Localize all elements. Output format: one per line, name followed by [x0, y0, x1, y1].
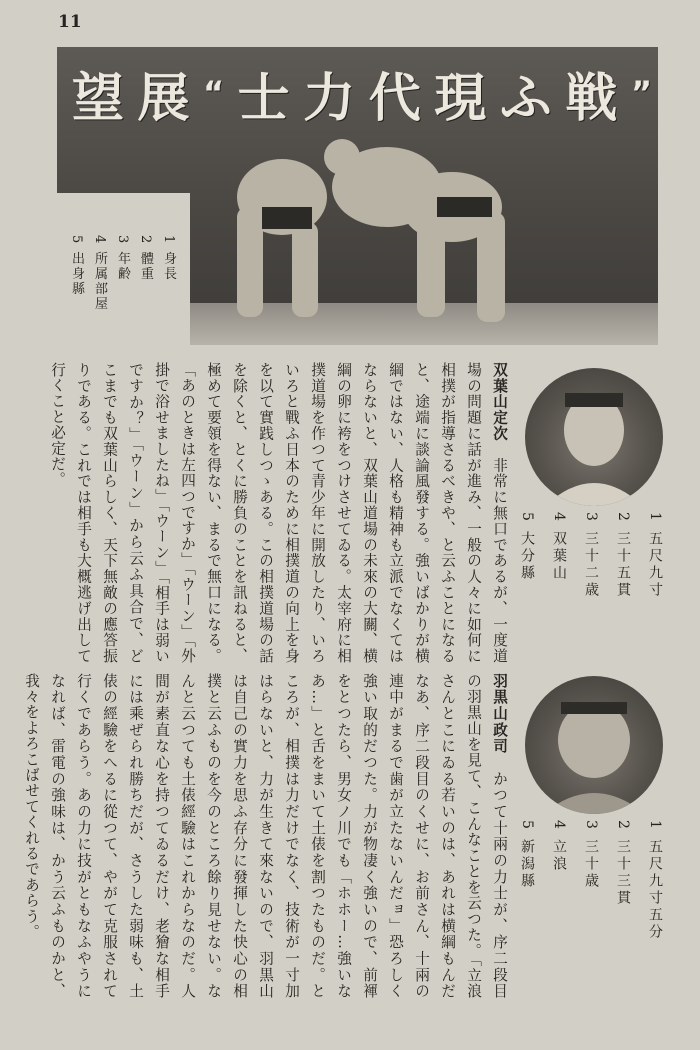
stat-item: 2 三十五貫: [615, 512, 631, 600]
legend-item: 4 所属部屋: [92, 235, 107, 312]
article-body: 非常に無口であるが、一度道場の問題に話が進み、一般の人々に如何に相撲が指導さるべきや、と云ふことになると、途端に談論風發する。強いばかりが横綱ではない、人格も精神も立派でなくてはならないと、双葉山道場の未來の大關、横綱の卵に袴をつけさせてゐる。太宰府に相撲道場を作つて青少年に開放したり、いろいろと戰ふ日本のために相撲道の向上を身を以て實践しつゝある。この相撲道場の話を除くと、とくに勝負のことを訊ねると、極めて要領を得ない、まるで無口になる。「あのときは左四つですか」「ウーン」「外掛で浴せましたね」「ウーン」「相手は弱いですか？」「ウーン」から云ふ具合で、どこまでも双葉山らしく、天下無敵の應答振りである。これでは相手も大概逃げ出して行くこと必定だ。: [49, 362, 508, 664]
stat-item: 3 三十二歳: [583, 512, 599, 600]
article-futabayama: [49, 362, 512, 664]
title-char: 現: [434, 68, 487, 129]
stat-item: 1 五尺九寸: [647, 512, 663, 600]
stat-legend: [67, 235, 178, 335]
stats-haguroyama: [505, 820, 665, 960]
title-char: 力: [303, 68, 356, 129]
title-quote-open: ”: [630, 74, 652, 112]
wrestler-name: 双葉山定次: [491, 362, 508, 442]
stat-item: 3 三十歳: [583, 820, 599, 891]
legend-box: [57, 193, 190, 345]
page-number: 11: [58, 12, 82, 32]
stat-item: 5 新潟縣: [519, 820, 535, 891]
article-haguroyama: [23, 673, 512, 1000]
portrait-futabayama: [525, 368, 663, 506]
wrestler-name: 羽黒山政司: [491, 673, 508, 755]
legend-item: 2 體重: [138, 235, 153, 282]
title-quote-close: “: [203, 74, 225, 112]
stat-item: 4 立浪: [551, 820, 567, 874]
legend-item: 3 年齢: [115, 235, 130, 282]
title-char: 展: [137, 68, 190, 129]
title-char: 戦: [565, 68, 618, 129]
title-char: ふ: [499, 68, 552, 129]
stat-item: 5 大分縣: [519, 512, 535, 583]
stat-item: 1 五尺九寸五分: [647, 820, 663, 942]
legend-item: 1 身長: [161, 235, 176, 282]
stats-futabayama: [505, 512, 665, 652]
stat-item: 2 三十三貫: [615, 820, 631, 908]
title-char: 望: [72, 68, 125, 129]
title-char: 士: [237, 68, 290, 129]
article-body: かつて十兩の力士が、序二段目の羽黒山を見て、こんなことを云つた。「立浪さんとこにゐる若いのは、あれは横綱もんだなあ、序二段目のくせに、お前さん、十兩の連中がまるで歯が立たないんだョ」恐ろしく強い取的だつた。力が物凄く強いので、前褌をとつたら、男女ノ川でも「ホホー…強いなあ…」と舌をまいて土俵を割つたものだ。ところが、相撲は力だけでなく、技術が一寸加はらないと、力が生きて來ないので、羽黒山は自己の實力を思ふ存分に發揮した快心の相撲と云ふものを今のところ餘り見せない。なんと云つても土俵經驗はこれからなのだ。人間が素直な心を持つてゐるだけ、老獪な相手には乘ぜられ勝ちだが、さうした弱味も、土俵の經驗をへるに從つて、やがて克服されて行くであらう。あの力に技がともなふやうになれば、雷電の強味は、かう云ふものかと、我々をよろこばせてくれるであらう。: [23, 673, 508, 1000]
legend-item: 5 出身縣: [69, 235, 84, 297]
title-char: 代: [368, 68, 421, 129]
title-bar: [72, 58, 652, 128]
portrait-haguroyama: [525, 676, 663, 814]
stat-item: 4 双葉山: [551, 512, 567, 583]
